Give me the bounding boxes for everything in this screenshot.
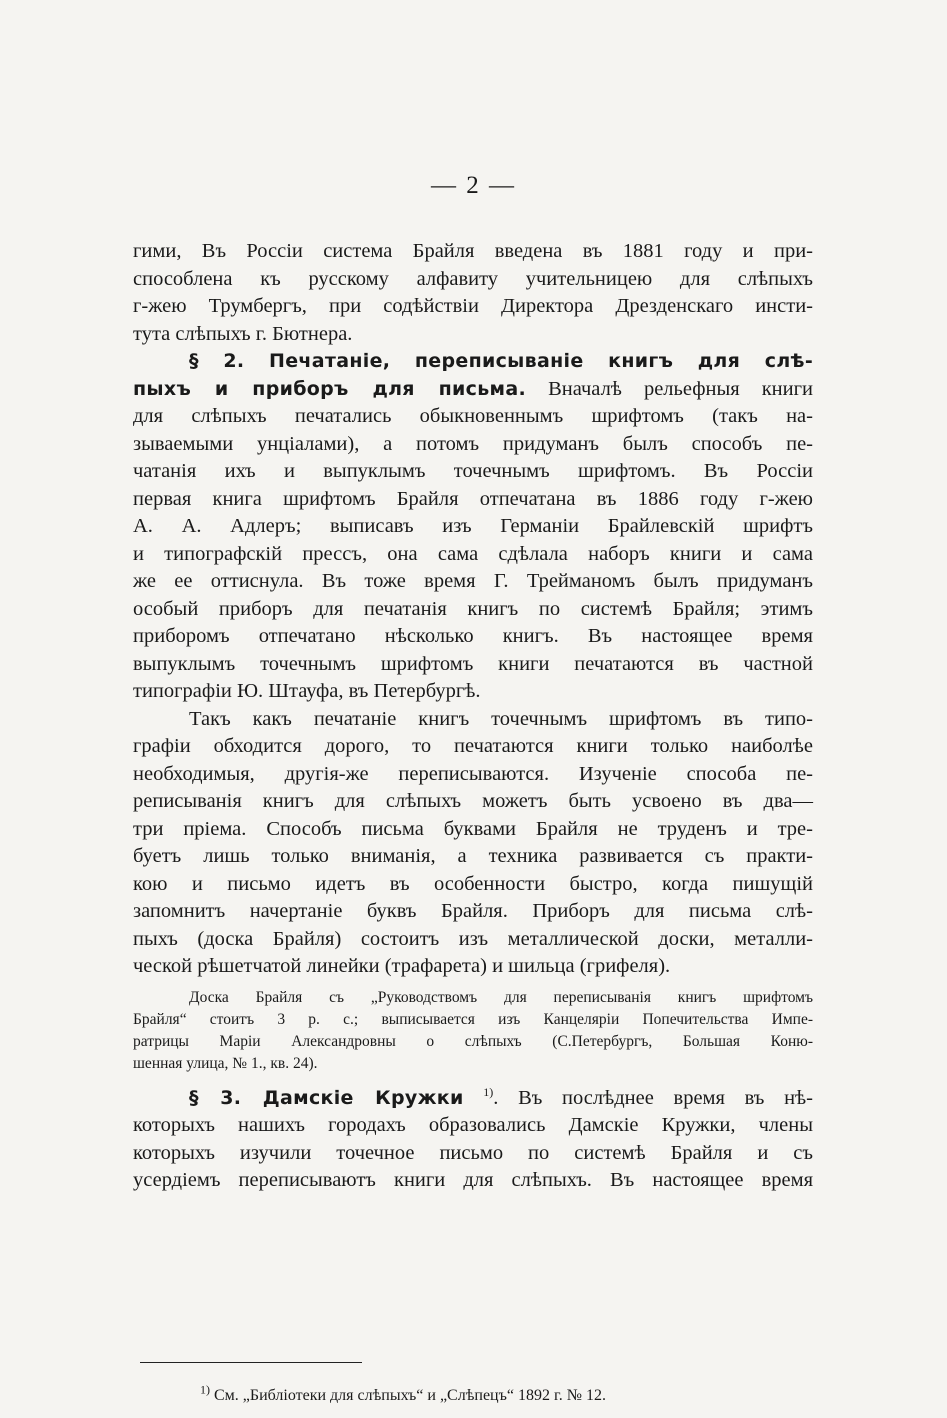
- page-number: — 2 —: [431, 172, 516, 199]
- text-line: ческой рѣшетчатой линейки (трафарета) и шильца (грифеля).: [133, 955, 671, 977]
- text-line: же ее оттиснула. Въ тоже время Г. Трейманомъ былъ придуманъ: [133, 570, 813, 592]
- footnote-divider: [140, 1362, 362, 1363]
- text-line: пыхъ (доска Брайля) состоитъ изъ металлической доски, металли-: [133, 927, 813, 950]
- paragraph-1: [133, 238, 813, 348]
- text-line: для слѣпыхъ печатались обыкновеннымъ шрифтомъ (такъ на-: [133, 405, 813, 427]
- paragraph-3: [133, 706, 813, 981]
- footnote-text: См. „Библіотеки для слѣпыхъ“ и „Слѣпецъ“ 1892 г. № 12.: [214, 1387, 607, 1404]
- text-line: особый приборъ для печатанія книгъ по системѣ Брайля; этимъ: [133, 597, 813, 620]
- note-line: Доска Брайля съ „Руководствомъ для переписыванія книгъ шрифтомъ: [189, 988, 813, 1006]
- price-note: [133, 987, 813, 1075]
- text-line: типографіи Ю. Штауфа, въ Петербургѣ.: [133, 680, 481, 702]
- text-line: буетъ лишь только вниманія, а техника развивается съ практи-: [133, 845, 813, 867]
- footnote-reference: 1): [483, 1084, 494, 1099]
- text-line: реписыванія книгъ для слѣпыхъ можетъ быть усвоено въ два—: [133, 790, 813, 812]
- note-line: шенная улица, № 1., кв. 24).: [133, 1054, 318, 1072]
- text-line: которыхъ нашихъ городахъ образовались Дамскіе Кружки, члены: [133, 1114, 813, 1136]
- text-line: [133, 376, 813, 404]
- text-line: усердіемъ переписываютъ книги для слѣпыхъ. Въ настоящее время: [133, 1169, 813, 1191]
- section-3: [133, 1085, 813, 1195]
- text-line: гими, Въ Россіи система Брайля введена въ 1881 году и при-: [133, 240, 813, 262]
- text-line: кою и письмо идетъ въ особенности быстро, когда пишущій: [133, 872, 813, 895]
- footnote: [200, 1382, 607, 1407]
- text-line: которыхъ изучили точечное письмо по системѣ Брайля и съ: [133, 1141, 813, 1164]
- section-2: [133, 348, 813, 706]
- text-line: три пріема. Способъ письма буквами Брайля не труденъ и тре-: [133, 817, 813, 840]
- note-line: ратрицы Маріи Александровны о слѣпыхъ (С.Петербургъ, Большая Коню-: [133, 1032, 813, 1050]
- note-line: Брайля“ стоитъ 3 р. с.; выписывается изъ Канцеляріи Попечительства Импе-: [133, 1010, 813, 1028]
- section-3-heading: § 3. Дамскіе Кружки: [189, 1086, 464, 1109]
- text-line: [133, 1085, 813, 1113]
- section-2-heading: § 2. Печатаніе, переписываніе книгъ для слѣ-: [189, 350, 813, 372]
- text-line: чатанія ихъ и выпуклымъ точечнымъ шрифтомъ. Въ Россіи: [133, 460, 813, 482]
- text-line: запомнитъ начертаніе буквъ Брайля. Приборъ для письма слѣ-: [133, 900, 813, 922]
- text-line: необходимыя, другія-же переписываются. Изученіе способа пе-: [133, 762, 813, 785]
- section-2-heading-continued: пыхъ и приборъ для письма.: [133, 377, 527, 400]
- text-line: первая книга шрифтомъ Брайля отпечатана въ 1886 году г-жею: [133, 487, 813, 510]
- text-line: выпуклымъ точечнымъ шрифтомъ книги печатаются въ частной: [133, 652, 813, 675]
- text-line: способлена къ русскому алфавиту учительницею для слѣпыхъ: [133, 267, 813, 290]
- text-line: Такъ какъ печатаніе книгъ точечнымъ шрифтомъ въ типо-: [189, 707, 813, 730]
- text-line: г-жею Трумбергъ, при содѣйствіи Директора Дрезденскаго инсти-: [133, 295, 813, 317]
- body-text: [133, 238, 813, 1195]
- text-line: зываемыми унціалами), а потомъ придуманъ былъ способъ пе-: [133, 432, 813, 455]
- text-line: графіи обходится дорого, то печатаются книги только наиболѣе: [133, 735, 813, 757]
- text-line: тута слѣпыхъ г. Бютнера.: [133, 322, 353, 345]
- text-line: приборомъ отпечатано нѣсколько книгъ. Въ настоящее время: [133, 625, 813, 647]
- section-3-text: . Въ послѣднее время въ нѣ-: [493, 1086, 813, 1109]
- text-line: А. А. Адлеръ; выписавъ изъ Германіи Брайлевскій шрифтъ: [133, 515, 813, 537]
- footnote-marker: 1): [200, 1382, 210, 1397]
- section-2-text: Вначалѣ рельефныя книги: [548, 377, 814, 400]
- text-line: и типографскій прессъ, она сама сдѣлала наборъ книги и сама: [133, 542, 813, 565]
